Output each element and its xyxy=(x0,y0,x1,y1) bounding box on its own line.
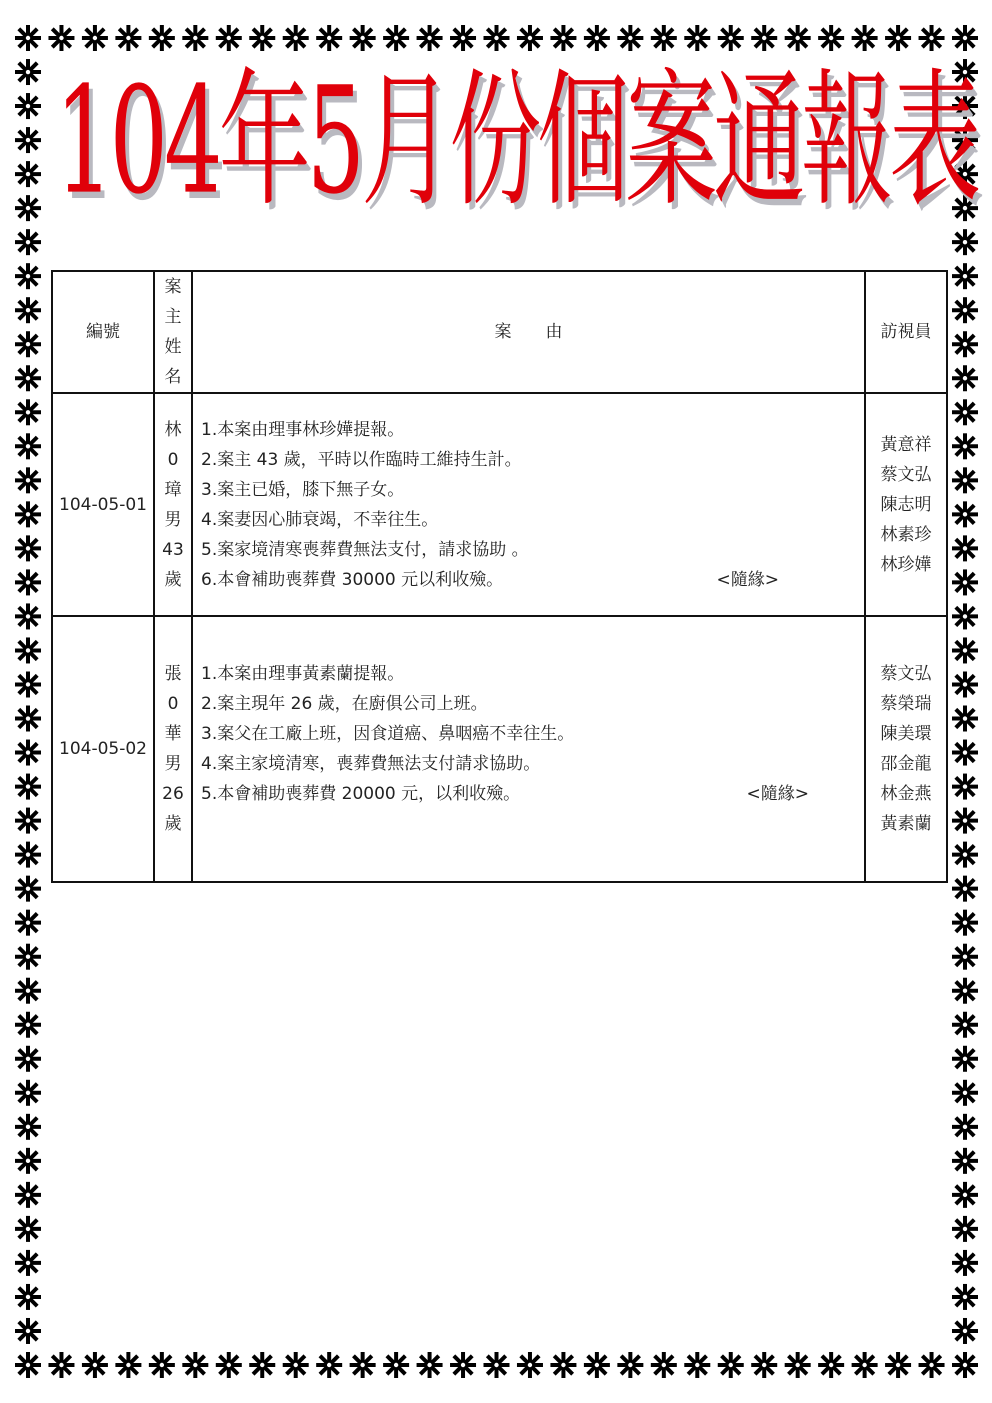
reason-line: 6.本會補助喪葬費 30000 元以利收殮。 xyxy=(201,569,504,590)
star-icon xyxy=(952,501,978,527)
name-char: 43 xyxy=(162,539,184,560)
star-icon xyxy=(952,1216,978,1242)
star-icon xyxy=(15,706,41,732)
case-name xyxy=(154,393,192,616)
page-title: 104年5月份個案通報表 xyxy=(55,55,978,227)
star-icon xyxy=(216,25,242,51)
case-report-table xyxy=(51,270,948,883)
star-icon xyxy=(350,1352,376,1378)
star-icon xyxy=(15,740,41,766)
star-icon xyxy=(952,297,978,323)
star-icon xyxy=(15,331,41,357)
header-visitors: 訪視員 xyxy=(865,271,947,393)
star-icon xyxy=(15,467,41,493)
case-reasons xyxy=(192,616,865,882)
table-row xyxy=(52,393,947,616)
blank-line xyxy=(201,809,864,839)
star-icon xyxy=(952,1284,978,1310)
star-icon xyxy=(952,876,978,902)
star-icon xyxy=(115,25,141,51)
star-icon xyxy=(15,1182,41,1208)
star-icon xyxy=(15,1114,41,1140)
star-icon xyxy=(417,25,443,51)
title-banner xyxy=(55,55,978,227)
visitor: 陳美環 xyxy=(880,724,932,744)
star-icon xyxy=(182,1352,208,1378)
reason-line: 5.案家境清寒喪葬費無法支付，請求協助 。 xyxy=(201,539,529,560)
star-icon xyxy=(15,569,41,595)
star-icon xyxy=(15,365,41,391)
star-icon xyxy=(15,433,41,459)
name-char: 26 xyxy=(162,784,184,804)
star-icon xyxy=(82,25,108,51)
header-name-char: 案 xyxy=(164,277,182,297)
star-icon xyxy=(617,25,643,51)
star-icon xyxy=(15,774,41,800)
star-icon xyxy=(15,876,41,902)
header-name xyxy=(154,271,192,393)
star-icon xyxy=(952,637,978,663)
name-char: 歲 xyxy=(164,569,182,590)
visitor: 蔡文弘 xyxy=(880,464,932,485)
star-icon xyxy=(15,1012,41,1038)
star-icon xyxy=(149,1352,175,1378)
star-icon xyxy=(952,1080,978,1106)
star-icon xyxy=(651,25,677,51)
case-note: <隨緣> xyxy=(716,569,779,590)
star-icon xyxy=(15,944,41,970)
star-icon xyxy=(249,25,275,51)
star-icon xyxy=(15,1284,41,1310)
star-icon xyxy=(751,1352,777,1378)
star-icon xyxy=(450,1352,476,1378)
star-icon xyxy=(383,25,409,51)
reason-line: 2.案主 43 歲，平時以作臨時工維持生計。 xyxy=(201,449,522,470)
star-icon xyxy=(952,978,978,1004)
star-icon xyxy=(484,25,510,51)
star-icon xyxy=(952,706,978,732)
star-icon xyxy=(952,467,978,493)
star-icon xyxy=(15,603,41,629)
star-icon xyxy=(82,1352,108,1378)
reason-line: 1.本案由理事黃素蘭提報。 xyxy=(201,664,405,684)
star-icon xyxy=(952,603,978,629)
reason-line-with-note xyxy=(201,779,809,809)
case-reasons xyxy=(192,393,865,616)
star-icon xyxy=(584,1352,610,1378)
star-icon xyxy=(15,399,41,425)
star-icon xyxy=(952,1012,978,1038)
header-name-char: 名 xyxy=(164,367,182,387)
star-icon xyxy=(15,297,41,323)
visitor: 邵金龍 xyxy=(880,754,932,774)
header-id: 編號 xyxy=(52,271,154,393)
name-char: 林 xyxy=(164,419,182,440)
star-icon xyxy=(283,1352,309,1378)
star-icon xyxy=(15,808,41,834)
star-icon xyxy=(484,1352,510,1378)
star-icon xyxy=(48,25,74,51)
star-icon xyxy=(952,263,978,289)
star-icon xyxy=(952,1046,978,1072)
star-icon xyxy=(15,93,41,119)
star-icon xyxy=(15,195,41,221)
star-icon xyxy=(818,1352,844,1378)
star-icon xyxy=(952,774,978,800)
reason-line: 4.案主家境清寒，喪葬費無法支付請求協助。 xyxy=(201,754,541,774)
star-icon xyxy=(15,501,41,527)
star-icon xyxy=(952,229,978,255)
table-row xyxy=(52,616,947,882)
star-icon xyxy=(952,365,978,391)
case-id: 104-05-01 xyxy=(52,393,154,616)
name-char: 張 xyxy=(164,664,182,684)
reason-line: 5.本會補助喪葬費 20000 元，以利收殮。 xyxy=(201,784,521,804)
reason-line-with-note xyxy=(201,565,779,595)
star-icon xyxy=(15,229,41,255)
star-icon xyxy=(450,25,476,51)
star-icon xyxy=(316,25,342,51)
star-icon xyxy=(952,1250,978,1276)
reason-line: 3.案父在工廠上班，因食道癌、鼻咽癌不幸往生。 xyxy=(201,724,575,744)
star-icon xyxy=(15,1216,41,1242)
star-icon xyxy=(952,569,978,595)
star-icon xyxy=(350,25,376,51)
star-icon xyxy=(919,1352,945,1378)
star-icon xyxy=(952,1352,978,1378)
star-icon xyxy=(15,842,41,868)
case-id: 104-05-02 xyxy=(52,616,154,882)
star-icon xyxy=(584,25,610,51)
star-icon xyxy=(952,331,978,357)
star-icon xyxy=(885,1352,911,1378)
star-icon xyxy=(952,1182,978,1208)
star-icon xyxy=(785,1352,811,1378)
star-icon xyxy=(15,1046,41,1072)
star-icon xyxy=(952,399,978,425)
star-icon xyxy=(15,1318,41,1344)
star-icon xyxy=(48,1352,74,1378)
star-icon xyxy=(15,127,41,153)
case-note: <隨緣> xyxy=(746,784,809,804)
star-icon xyxy=(885,25,911,51)
visitor: 陳志明 xyxy=(880,494,932,515)
case-visitors xyxy=(865,616,947,882)
star-icon xyxy=(15,263,41,289)
star-icon xyxy=(952,944,978,970)
visitor: 林金燕 xyxy=(880,784,932,804)
star-icon xyxy=(952,910,978,936)
star-icon xyxy=(617,1352,643,1378)
star-icon xyxy=(283,25,309,51)
star-icon xyxy=(550,25,576,51)
visitor: 黃意祥 xyxy=(880,434,932,455)
star-icon xyxy=(718,25,744,51)
star-icon xyxy=(15,978,41,1004)
star-icon xyxy=(417,1352,443,1378)
reason-line: 1.本案由理事林珍嬅提報。 xyxy=(201,419,405,440)
star-icon xyxy=(718,1352,744,1378)
reason-line: 4.案妻因心肺衰竭，不幸往生。 xyxy=(201,509,439,530)
star-icon xyxy=(15,161,41,187)
star-icon xyxy=(149,25,175,51)
name-char: 華 xyxy=(164,724,182,744)
visitor: 林素珍 xyxy=(880,524,932,545)
star-icon xyxy=(852,1352,878,1378)
name-char: 0 xyxy=(167,694,179,714)
star-icon xyxy=(952,1148,978,1174)
star-icon xyxy=(383,1352,409,1378)
star-icon xyxy=(115,1352,141,1378)
star-icon xyxy=(249,1352,275,1378)
visitor: 蔡文弘 xyxy=(880,664,932,684)
reason-line: 2.案主現年 26 歲，在廚俱公司上班。 xyxy=(201,694,488,714)
star-icon xyxy=(818,25,844,51)
star-icon xyxy=(952,671,978,697)
header-name-char: 姓 xyxy=(164,337,182,357)
visitor: 黃素蘭 xyxy=(880,814,932,834)
name-char: 男 xyxy=(164,754,182,774)
visitor: 林珍嬅 xyxy=(880,554,932,575)
reason-line: 3.案主已婚，膝下無子女。 xyxy=(201,479,405,500)
star-icon xyxy=(684,25,710,51)
star-icon xyxy=(15,535,41,561)
star-icon xyxy=(15,1148,41,1174)
header-reason: 案 由 xyxy=(192,271,865,393)
case-visitors xyxy=(865,393,947,616)
star-icon xyxy=(182,25,208,51)
star-icon xyxy=(517,25,543,51)
star-icon xyxy=(15,671,41,697)
star-icon xyxy=(15,59,41,85)
star-icon xyxy=(785,25,811,51)
star-icon xyxy=(952,1114,978,1140)
name-char: 璋 xyxy=(164,479,182,500)
star-icon xyxy=(517,1352,543,1378)
star-icon xyxy=(919,25,945,51)
star-icon xyxy=(952,535,978,561)
star-icon xyxy=(316,1352,342,1378)
name-char: 0 xyxy=(167,449,179,470)
star-icon xyxy=(15,910,41,936)
star-icon xyxy=(15,1080,41,1106)
star-icon xyxy=(952,1318,978,1344)
table-header-row xyxy=(52,271,947,393)
case-name xyxy=(154,616,192,882)
star-icon xyxy=(15,1352,41,1378)
name-char: 歲 xyxy=(164,814,182,834)
star-icon xyxy=(15,637,41,663)
star-icon xyxy=(651,1352,677,1378)
star-icon xyxy=(216,1352,242,1378)
header-name-char: 主 xyxy=(164,307,182,327)
star-icon xyxy=(952,740,978,766)
star-icon xyxy=(952,808,978,834)
star-icon xyxy=(751,25,777,51)
star-icon xyxy=(952,842,978,868)
star-icon xyxy=(15,1250,41,1276)
star-icon xyxy=(15,25,41,51)
star-icon xyxy=(852,25,878,51)
name-char: 男 xyxy=(164,509,182,530)
star-icon xyxy=(952,433,978,459)
star-icon xyxy=(550,1352,576,1378)
visitor: 蔡榮瑞 xyxy=(880,694,932,714)
star-icon xyxy=(952,25,978,51)
star-icon xyxy=(684,1352,710,1378)
